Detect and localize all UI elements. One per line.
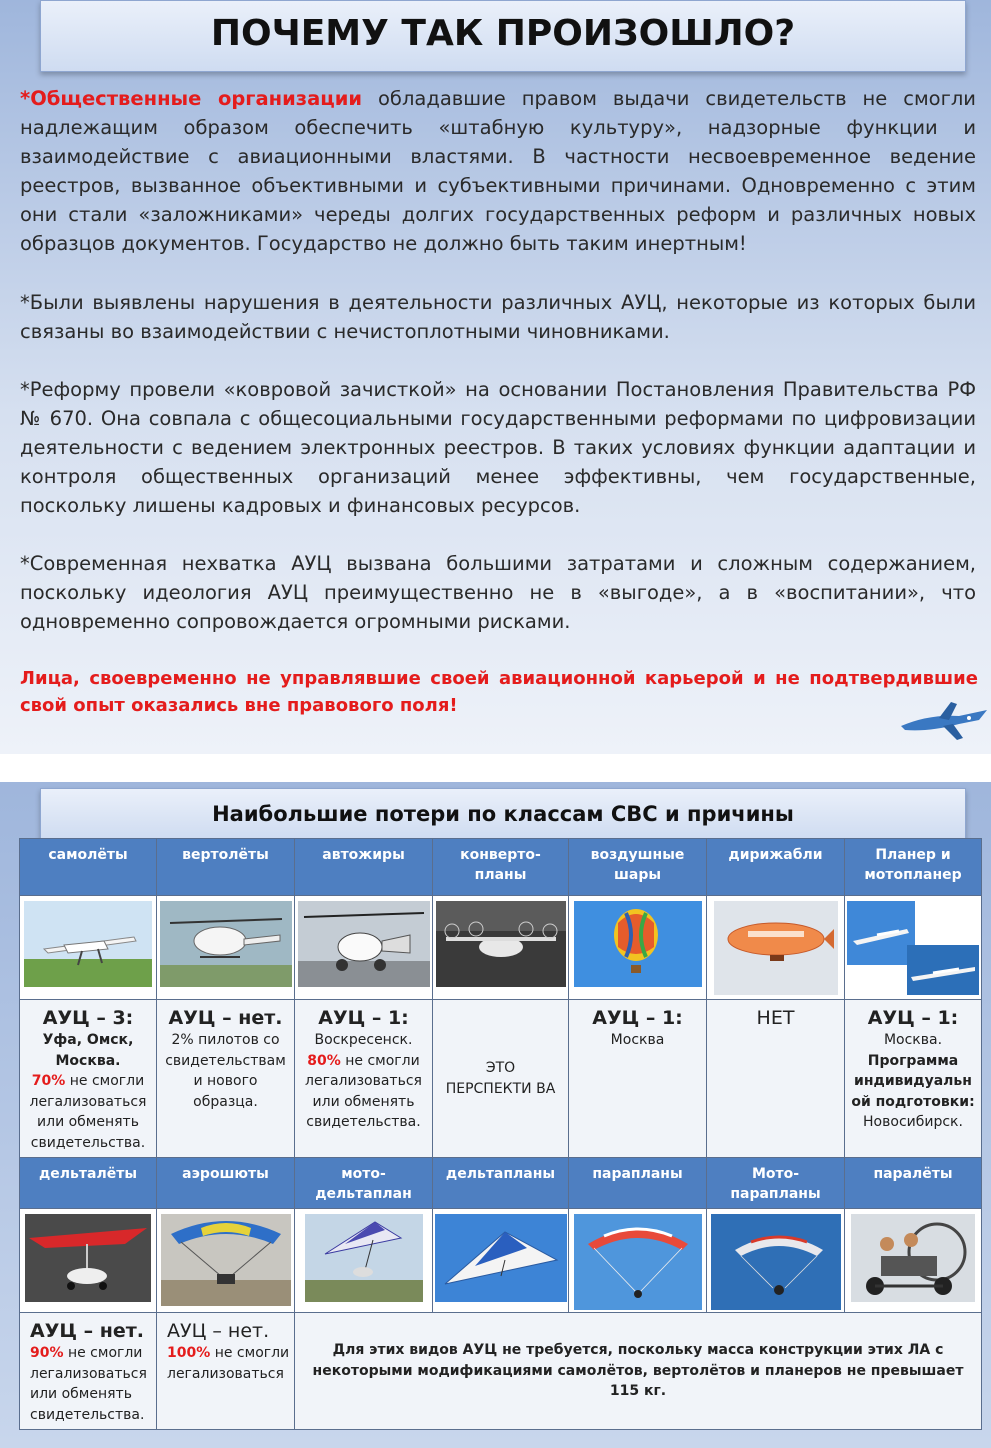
info-text: 2% пилотов со свидетельствам и нового образца. [165, 1032, 286, 1110]
header-helicopters: вертолёты [157, 839, 295, 896]
loss-text: не смогли легализоваться или обменять свидетельства. [30, 1345, 147, 1423]
city-list: Воскресенск. [314, 1032, 413, 1048]
page-title: ПОЧЕМУ ТАК ПРОИЗОШЛО? [40, 0, 966, 72]
paragraph-violations: *Были выявлены нарушения в деятельности различных АУЦ, некоторые из которых были связаны во взаимодействии с нечистоплотными чиновниками. [20, 291, 976, 343]
info-autogyros [295, 1000, 433, 1158]
table-header-row-2 [20, 1158, 982, 1209]
powered-parachute-photo [161, 1214, 291, 1306]
header-gliders: Планер и мотопланер [845, 839, 982, 896]
paragraph-reform: *Реформу провели «ковровой зачисткой» на основании Постановления Правительства РФ № 670. Она совпала с общесоциальными государственными реформами по цифровизации деятельности с ведением электронных реестров. В таких условиях функции адаптации и контроля общественных организаций менее эффективны, чем государственные, поскольку лишены кадровых и финансовых ресурсов. [20, 378, 976, 517]
info-row-2 [20, 1313, 982, 1430]
autogyro-photo [298, 901, 430, 987]
paragraph-shortage: *Современная нехватка АУЦ вызвана большими затратами и сложным содержанием, поскольку идеология АУЦ преимущественно не в «выгоде», а в «воспитании», что одновременно сопровождается огромными рисками. [20, 552, 976, 633]
city-list-2: Новосибирск. [863, 1114, 963, 1130]
airship-photo [714, 901, 838, 995]
loss-percent: 90% [30, 1345, 64, 1361]
city-list: Москва. [883, 1032, 943, 1048]
training-center-count: АУЦ – нет. [30, 1320, 144, 1342]
header-airplanes: самолёты [20, 839, 157, 896]
info-convertiplanes: ЭТО ПЕРСПЕКТИ ВА [433, 1000, 569, 1158]
loss-text: не смогли легализоваться или обменять свидетельства. [305, 1052, 422, 1130]
airplane-logo-icon [899, 696, 991, 746]
paraglider-photo [574, 1214, 702, 1310]
aircraft-class-table [19, 838, 982, 1430]
hang-glider-photo [435, 1214, 567, 1302]
loss-percent: 80% [307, 1052, 341, 1069]
info-helicopters [157, 1000, 295, 1158]
image-row-2 [20, 1209, 982, 1313]
city-list: Москва [610, 1032, 665, 1048]
balloon-photo [574, 901, 702, 987]
training-center-count: АУЦ – 3: [42, 1007, 134, 1029]
convertiplane-photo [436, 901, 566, 987]
paraplane-photo [851, 1214, 975, 1302]
info-row-1 [20, 1000, 982, 1158]
training-center-count: АУЦ – нет. [168, 1007, 283, 1029]
paragraph-public-organizations [20, 84, 976, 258]
header-powered-parachutes: аэрошюты [157, 1158, 295, 1209]
paragraph-text: обладавшие правом выдачи свидетельств не смогли надлежащим образом обеспечить «штабную культуру», надзорные функции и взаимодействие с авиационными властями. В частности несвоевременное ведение реестров, вызванное объективными и субъективными причинами. Одновременно с этим они стали «заложниками» череды долгих государственных реформ и различных новых образцов документов. Государство не должно быть таким инертным! [20, 87, 976, 255]
trike-photo [25, 1214, 151, 1302]
info-gliders [845, 1000, 982, 1158]
paragraph-lead-red: *Общественные организации [20, 87, 363, 110]
loss-percent: 100% [167, 1345, 211, 1361]
training-center-count: АУЦ – 1: [592, 1007, 683, 1029]
info-airplanes [20, 1000, 157, 1158]
table-header-row-1 [20, 839, 982, 896]
glider-photo [847, 901, 979, 995]
training-center-count: АУЦ – 1: [867, 1007, 959, 1029]
motor-hang-glider-photo [305, 1214, 423, 1302]
header-airships: дирижабли [707, 839, 845, 896]
loss-text: не смогли легализоваться или обменять свидетельства. [29, 1073, 147, 1151]
header-autogyros: автожиры [295, 839, 433, 896]
image-row-1 [20, 896, 982, 1000]
header-convertiplanes: конверто- планы [433, 839, 569, 896]
training-center-count: АУЦ – 1: [318, 1007, 409, 1029]
header-paraplanes: паралёты [845, 1158, 982, 1209]
no-training-center-required-message: Для этих видов АУЦ не требуется, поскольку масса конструкции этих ЛА с некоторыми модификациями самолётов, вертолётов и планеров не превышает 115 кг. [295, 1313, 982, 1430]
header-trikes: дельталёты [20, 1158, 157, 1209]
paramotor-photo [711, 1214, 841, 1310]
paragraph-conclusion: Лица, своевременно не управлявшие своей авиационной карьерой и не подтвердившие свой опыт оказались вне правового поля! [20, 668, 978, 716]
info-powered-parachutes [157, 1313, 295, 1430]
header-balloons: воздушные шары [569, 839, 707, 896]
loss-percent: 70% [31, 1073, 66, 1089]
header-paramotors: Мото- парапланы [707, 1158, 845, 1209]
training-center-count: АУЦ – нет. [167, 1320, 270, 1342]
header-motor-hang-glider: мото- дельтаплан [295, 1158, 433, 1209]
program-text: Программа индивидуальн ой подготовки: [851, 1052, 975, 1110]
table-title: Наибольшие потери по классам СВС и причины [40, 788, 966, 840]
header-paragliders: парапланы [569, 1158, 707, 1209]
header-hang-gliders: дельтапланы [433, 1158, 569, 1209]
none-text: НЕТ [756, 1007, 795, 1029]
info-balloons [569, 1000, 707, 1158]
info-airships [707, 1000, 845, 1158]
city-list: Уфа, Омск, Москва. [42, 1032, 134, 1069]
helicopter-photo [160, 901, 292, 987]
loss-text: не смогли легализоваться [167, 1345, 290, 1382]
airplane-photo [24, 901, 152, 987]
info-trikes [20, 1313, 157, 1430]
